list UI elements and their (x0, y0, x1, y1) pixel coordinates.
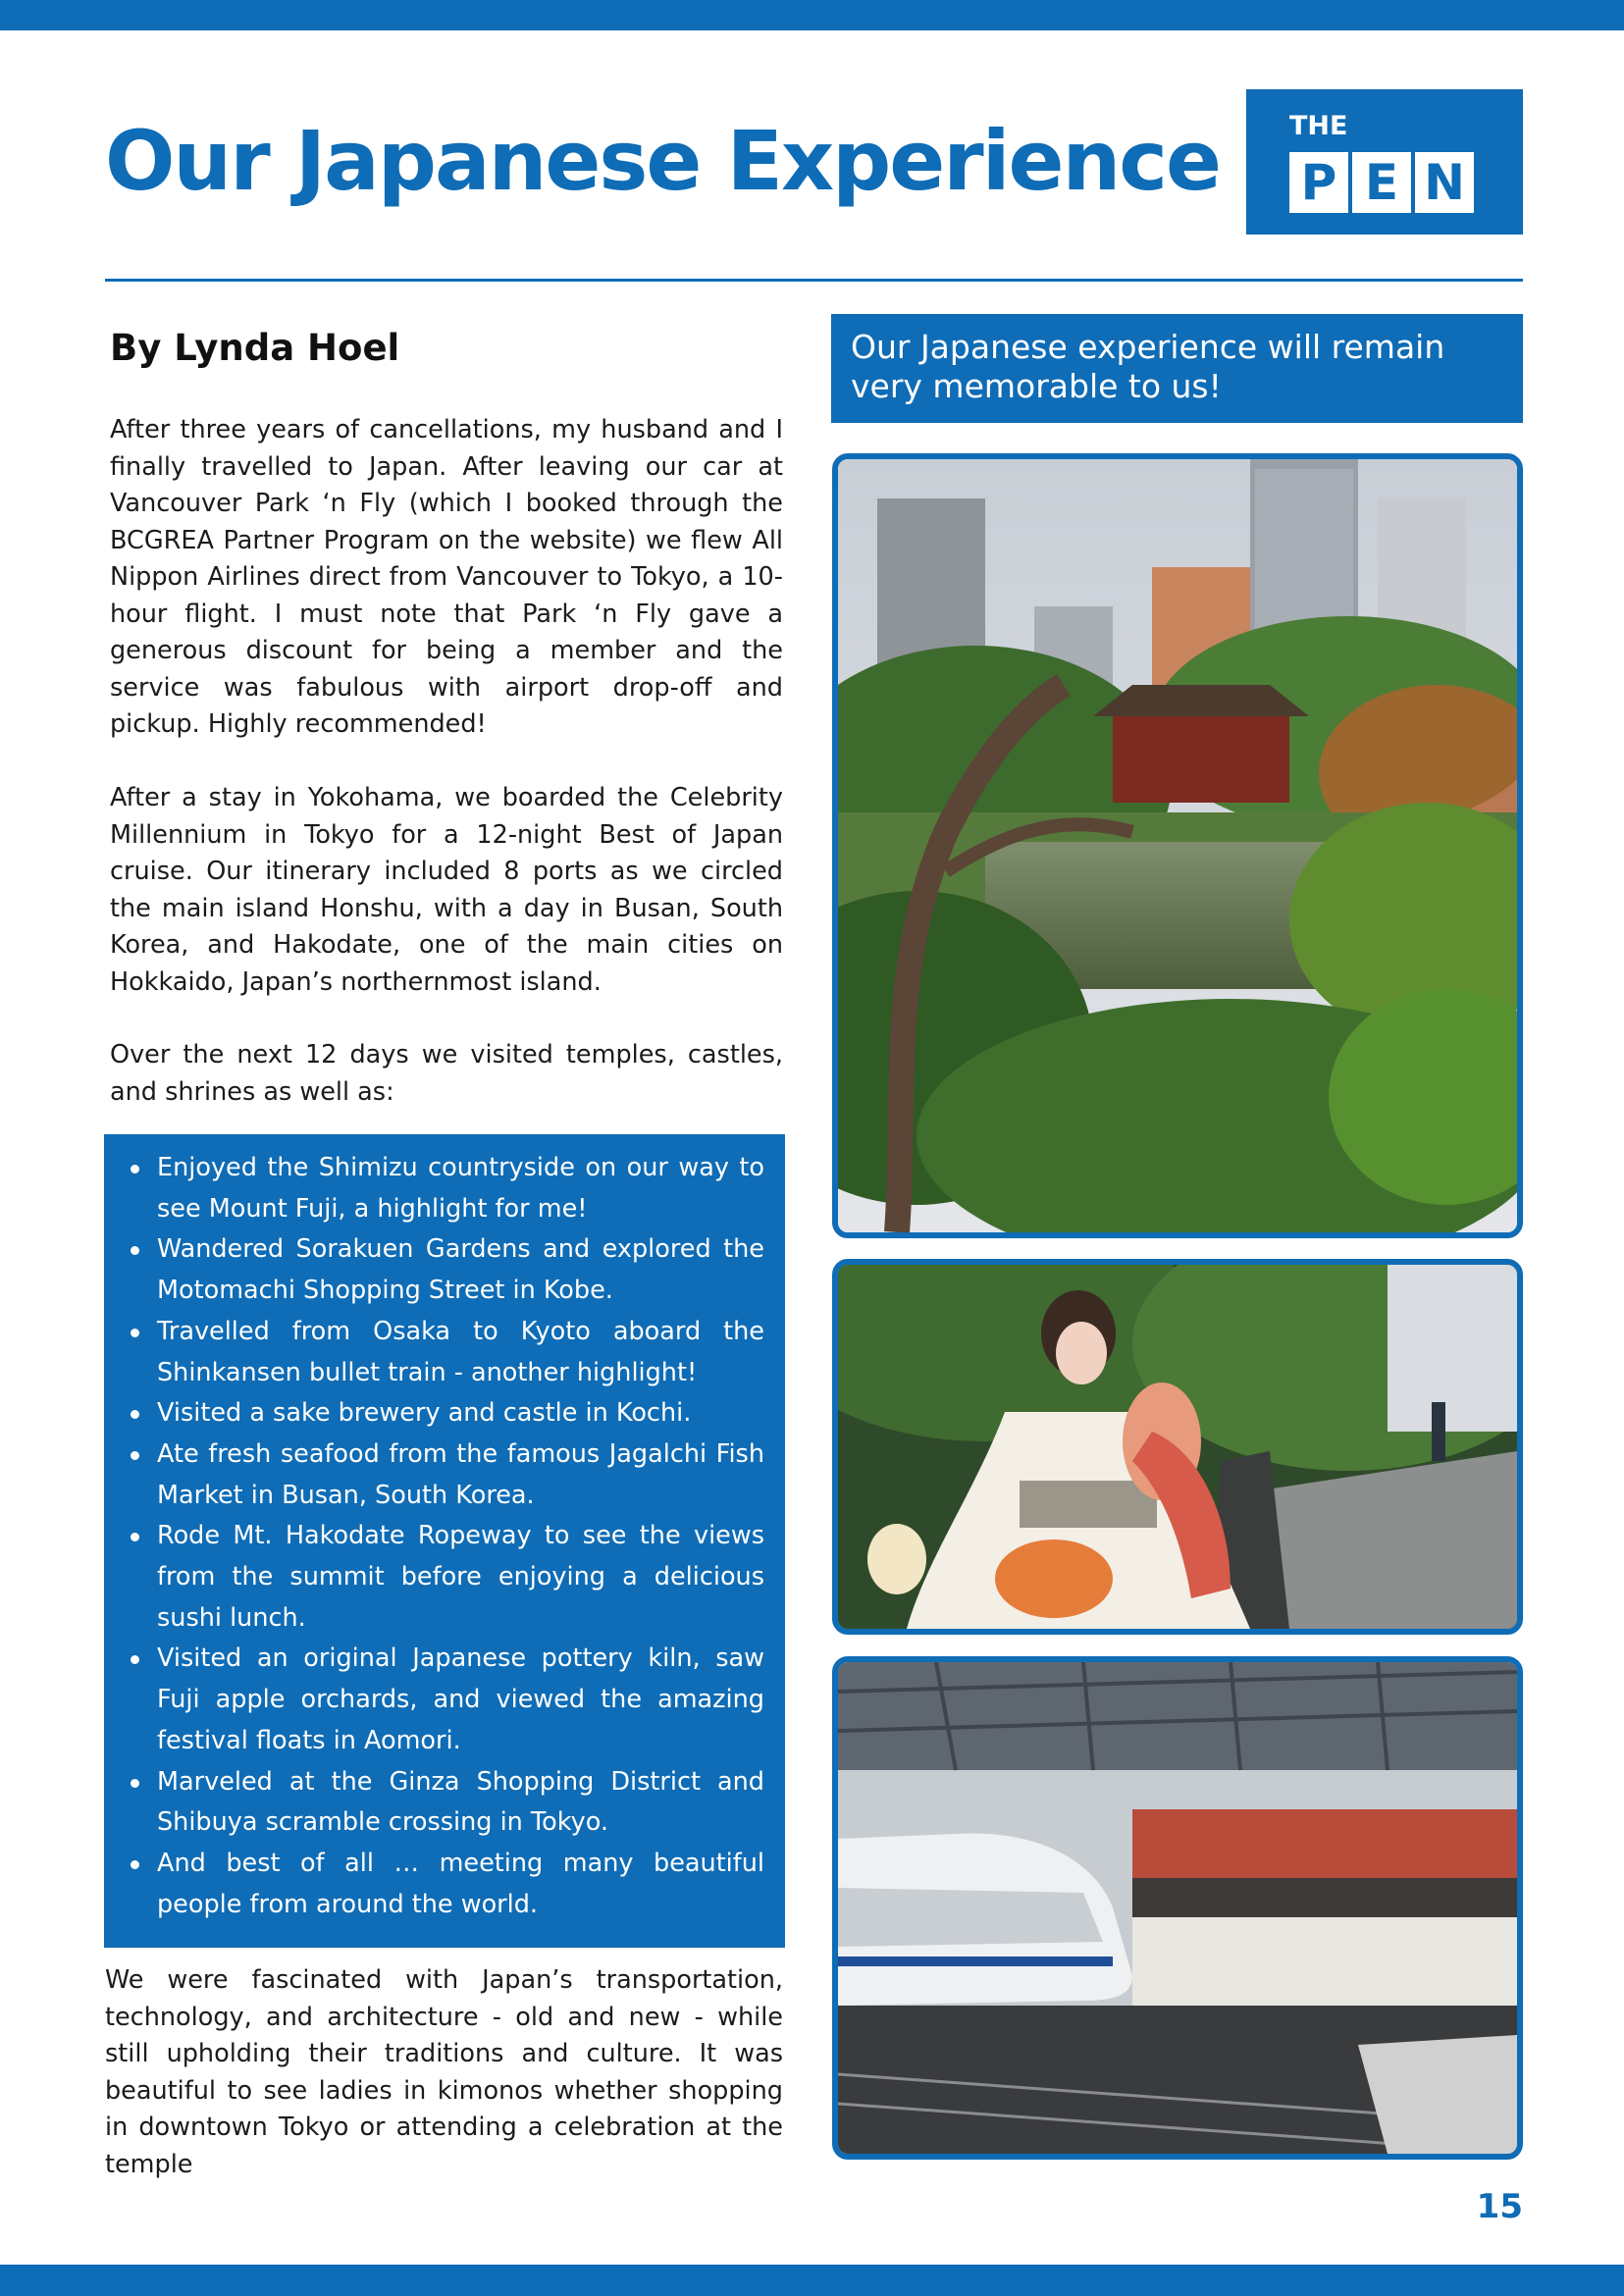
japanese-garden-photo (832, 453, 1523, 1238)
list-item: Wandered Sorakuen Gardens and explored the Motomachi Shopping Street in Kobe. (157, 1229, 764, 1311)
top-accent-bar (0, 0, 1624, 30)
bullet-train-photo (832, 1656, 1523, 2160)
list-item: Rode Mt. Hakodate Ropeway to see the views from the summit before enjoying a delicious sushi lunch. (157, 1516, 764, 1639)
paragraph-intro: After three years of cancellations, my husband and I finally travelled to Japan. After leaving our car at Vancouver Park ‘n Fly (which I booked through the BCGREA Partner Program on the website) we flew All Nippon Airlines direct from Vancouver to Tokyo, a 10-hour flight. I must note that Park ‘n Fly gave a generous discount for being a member and the service was fabulous with airport drop-off and pickup. Highly recommended! (110, 415, 783, 739)
kimono-lady-photo (832, 1259, 1523, 1635)
pull-quote: Our Japanese experience will remain very memorable to us! (831, 314, 1523, 423)
page-number: 15 (1476, 2187, 1523, 2226)
header-divider (105, 279, 1523, 282)
list-item: Enjoyed the Shimizu countryside on our way to see Mount Fuji, a highlight for me! (157, 1148, 764, 1229)
list-item: Ate fresh seafood from the famous Jagalchi Fish Market in Busan, South Korea. (157, 1435, 764, 1516)
list-item: Travelled from Osaka to Kyoto aboard the Shinkansen bullet train - another highlight! (157, 1312, 764, 1393)
train-illustration (838, 1662, 1517, 2154)
paragraph-cruise: After a stay in Yokohama, we boarded the Celebrity Millennium in Tokyo for a 12-night Best of Japan cruise. Our itinerary included 8 ports as we circled the main island Honshu, with a day in Busan, South Korea, and Hakodate, one of the main cities on Hokkaido, Japan’s northernmost island. (110, 783, 783, 997)
logo-the-text: THE (1289, 111, 1348, 141)
bottom-accent-bar (0, 2265, 1624, 2296)
logo-letter-p: P (1289, 152, 1348, 213)
logo-letter-n: N (1415, 152, 1474, 213)
paragraph-visits: Over the next 12 days we visited temples, castles, and shrines as well as: (110, 1040, 783, 1107)
list-item: And best of all … meeting many beautiful people from around the world. (157, 1844, 764, 1925)
list-item: Marveled at the Ginza Shopping District and Shibuya scramble crossing in Tokyo. (157, 1762, 764, 1844)
paragraph-closing: We were fascinated with Japan’s transportation, technology, and architecture - old and new - while still upholding their traditions and culture. It was beautiful to see ladies in kimonos whether shopping in downtown Tokyo or attending a celebration at the temple (105, 1965, 783, 2179)
logo-pen-letters (1289, 152, 1474, 213)
list-item: Visited a sake brewery and castle in Kochi. (157, 1393, 764, 1435)
garden-illustration (838, 459, 1517, 1232)
the-pen-logo (1246, 89, 1523, 235)
author-byline: By Lynda Hoel (110, 327, 400, 369)
kimono-illustration (838, 1265, 1517, 1629)
list-item: Visited an original Japanese pottery kiln, saw Fuji apple orchards, and viewed the amazing festival floats in Aomori. (157, 1639, 764, 1761)
page-title: Our Japanese Experience (105, 113, 1221, 209)
highlights-list (104, 1134, 785, 1925)
logo-letter-e: E (1352, 152, 1411, 213)
highlights-box (104, 1134, 785, 1948)
